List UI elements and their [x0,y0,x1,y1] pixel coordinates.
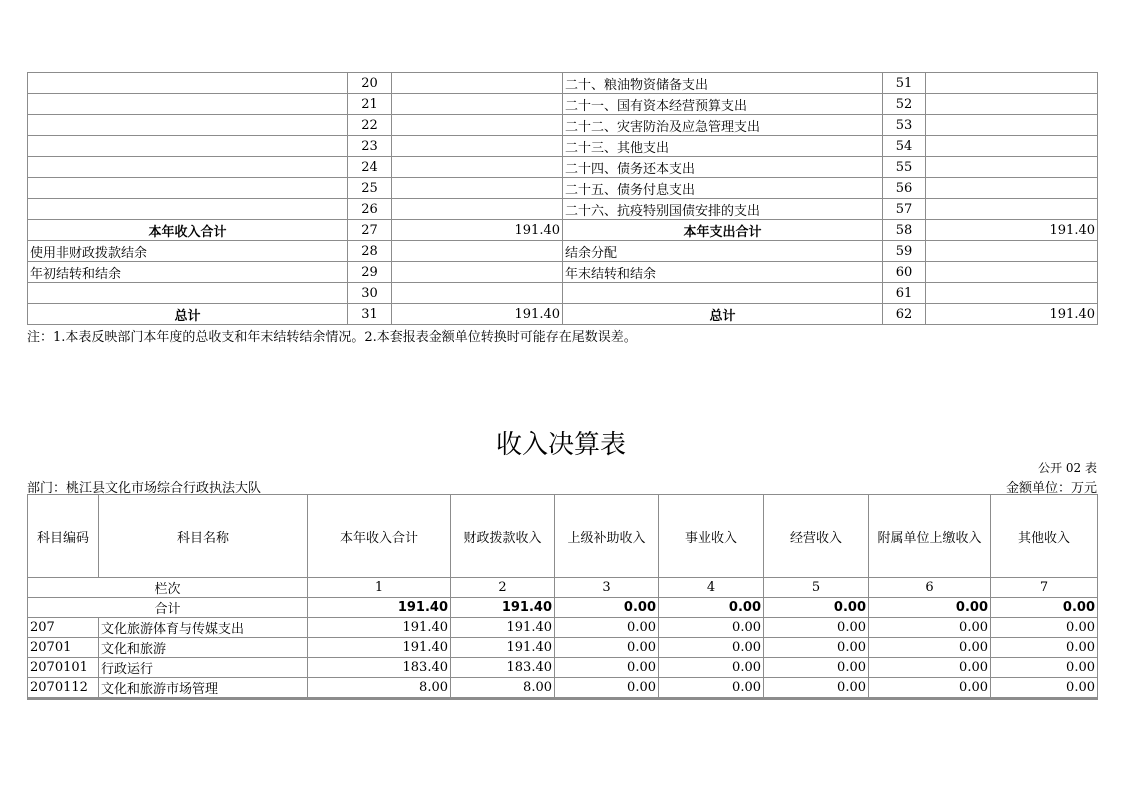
income-item-label [28,73,348,94]
income-item-label: 使用非财政拨款结余 [28,241,348,262]
amount-cell: 0.00 [991,618,1098,638]
income-amount [392,157,563,178]
column-number: 3 [555,578,659,598]
amount-cell: 0.00 [991,638,1098,658]
table-row [28,658,1098,678]
header-cell: 附属单位上缴收入 [869,495,991,578]
expense-amount [926,178,1098,199]
row-number: 26 [348,199,392,220]
row-number: 62 [883,304,926,325]
expense-amount [926,73,1098,94]
income-amount [392,241,563,262]
table-row [28,241,1098,262]
total-value: 0.00 [991,598,1098,618]
income-item-label [28,136,348,157]
income-amount [392,178,563,199]
column-number: 4 [659,578,764,598]
header-cell: 其他收入 [991,495,1098,578]
header-cell: 科目编码 [28,495,99,578]
row-number: 52 [883,94,926,115]
header-cell: 财政拨款收入 [451,495,555,578]
amount-cell: 0.00 [659,658,764,678]
subject-name: 文化和旅游市场管理 [99,678,308,699]
expense-amount [926,262,1098,283]
income-amount [392,73,563,94]
table-row [28,157,1098,178]
income-amount [392,94,563,115]
table-row [28,136,1098,157]
row-number: 31 [348,304,392,325]
table-row [28,304,1098,325]
row-number: 27 [348,220,392,241]
table-row [28,178,1098,199]
income-item-label [28,199,348,220]
subject-code: 2070112 [28,678,99,699]
income-amount [392,199,563,220]
expense-item-label: 二十六、抗疫特别国债安排的支出 [563,199,883,220]
row-number: 23 [348,136,392,157]
column-label: 栏次 [28,578,308,598]
income-amount: 191.40 [392,220,563,241]
row-number: 61 [883,283,926,304]
amount-cell: 8.00 [308,678,451,699]
column-number: 6 [869,578,991,598]
income-item-label [28,115,348,136]
income-item-label [28,283,348,304]
table-row [28,678,1098,699]
expense-amount [926,241,1098,262]
amount-cell: 183.40 [308,658,451,678]
amount-cell: 0.00 [869,678,991,699]
amount-cell: 191.40 [451,638,555,658]
row-number: 53 [883,115,926,136]
header-cell: 本年收入合计 [308,495,451,578]
table-row [28,94,1098,115]
income-table [27,494,1098,700]
row-number: 25 [348,178,392,199]
table-row [28,283,1098,304]
expense-item-label: 二十一、国有资本经营预算支出 [563,94,883,115]
total-value: 0.00 [659,598,764,618]
row-number: 60 [883,262,926,283]
subject-name: 文化旅游体育与传媒支出 [99,618,308,638]
column-number: 5 [764,578,869,598]
expense-item-label: 本年支出合计 [563,220,883,241]
income-item-label: 本年收入合计 [28,220,348,241]
row-number: 28 [348,241,392,262]
column-number: 1 [308,578,451,598]
income-item-label [28,94,348,115]
row-number: 30 [348,283,392,304]
total-value: 191.40 [451,598,555,618]
expense-item-label: 结余分配 [563,241,883,262]
subject-code: 2070101 [28,658,99,678]
row-number: 29 [348,262,392,283]
expense-amount [926,136,1098,157]
subject-code: 207 [28,618,99,638]
income-amount [392,115,563,136]
row-number: 59 [883,241,926,262]
expense-item-label: 二十五、债务付息支出 [563,178,883,199]
expense-amount [926,94,1098,115]
expense-item-label: 二十三、其他支出 [563,136,883,157]
amount-cell: 0.00 [659,678,764,699]
income-item-label: 年初结转和结余 [28,262,348,283]
amount-cell: 0.00 [659,618,764,638]
amount-cell: 0.00 [764,638,869,658]
table-row [28,115,1098,136]
total-value: 0.00 [764,598,869,618]
expense-amount [926,199,1098,220]
income-amount: 191.40 [392,304,563,325]
row-number: 55 [883,157,926,178]
income-item-label: 总计 [28,304,348,325]
header-cell: 经营收入 [764,495,869,578]
table-note: 注：1.本表反映部门本年度的总收支和年末结转结余情况。2.本套报表金额单位转换时可能存在尾数误差。 [27,330,637,345]
amount-cell: 0.00 [869,658,991,678]
column-number-row [28,578,1098,598]
public-code: 公开 02 表 [1038,461,1097,475]
amount-cell: 0.00 [555,618,659,638]
table-row [28,220,1098,241]
page-title: 收入决算表 [495,430,626,460]
row-number: 21 [348,94,392,115]
total-value: 0.00 [555,598,659,618]
column-number: 2 [451,578,555,598]
expense-item-label [563,283,883,304]
income-amount [392,136,563,157]
row-number: 57 [883,199,926,220]
summary-table [27,72,1098,325]
amount-cell: 0.00 [659,638,764,658]
table-row [28,618,1098,638]
amount-cell: 191.40 [308,618,451,638]
total-row [28,598,1098,618]
amount-cell: 0.00 [555,638,659,658]
amount-cell: 0.00 [764,658,869,678]
subject-name: 行政运行 [99,658,308,678]
row-number: 56 [883,178,926,199]
table-row [28,73,1098,94]
expense-item-label: 二十二、灾害防治及应急管理支出 [563,115,883,136]
amount-cell: 191.40 [451,618,555,638]
amount-cell: 0.00 [764,678,869,699]
header-cell: 科目名称 [99,495,308,578]
expense-amount: 191.40 [926,220,1098,241]
table-row [28,262,1098,283]
header-cell: 上级补助收入 [555,495,659,578]
header-cell: 事业收入 [659,495,764,578]
expense-amount [926,115,1098,136]
total-label: 合计 [28,598,308,618]
header-row [28,495,1098,578]
expense-item-label: 二十四、债务还本支出 [563,157,883,178]
expense-item-label: 总计 [563,304,883,325]
amount-cell: 0.00 [555,658,659,678]
total-value: 191.40 [308,598,451,618]
income-item-label [28,157,348,178]
amount-cell: 8.00 [451,678,555,699]
column-number: 7 [991,578,1098,598]
income-amount [392,283,563,304]
amount-cell: 0.00 [991,658,1098,678]
amount-cell: 0.00 [869,618,991,638]
row-number: 22 [348,115,392,136]
row-number: 51 [883,73,926,94]
department-label: 部门：桃江县文化市场综合行政执法大队 [27,481,262,496]
amount-cell: 0.00 [555,678,659,699]
row-number: 24 [348,157,392,178]
total-value: 0.00 [869,598,991,618]
subject-name: 文化和旅游 [99,638,308,658]
expense-amount: 191.40 [926,304,1098,325]
expense-item-label: 二十、粮油物资储备支出 [563,73,883,94]
amount-cell: 0.00 [869,638,991,658]
amount-cell: 0.00 [764,618,869,638]
expense-amount [926,157,1098,178]
expense-item-label: 年末结转和结余 [563,262,883,283]
expense-amount [926,283,1098,304]
row-number: 54 [883,136,926,157]
row-number: 20 [348,73,392,94]
table-row [28,638,1098,658]
income-amount [392,262,563,283]
row-number: 58 [883,220,926,241]
income-item-label [28,178,348,199]
amount-cell: 183.40 [451,658,555,678]
amount-unit: 金额单位：万元 [1005,481,1097,496]
amount-cell: 191.40 [308,638,451,658]
subject-code: 20701 [28,638,99,658]
table-row [28,199,1098,220]
amount-cell: 0.00 [991,678,1098,699]
